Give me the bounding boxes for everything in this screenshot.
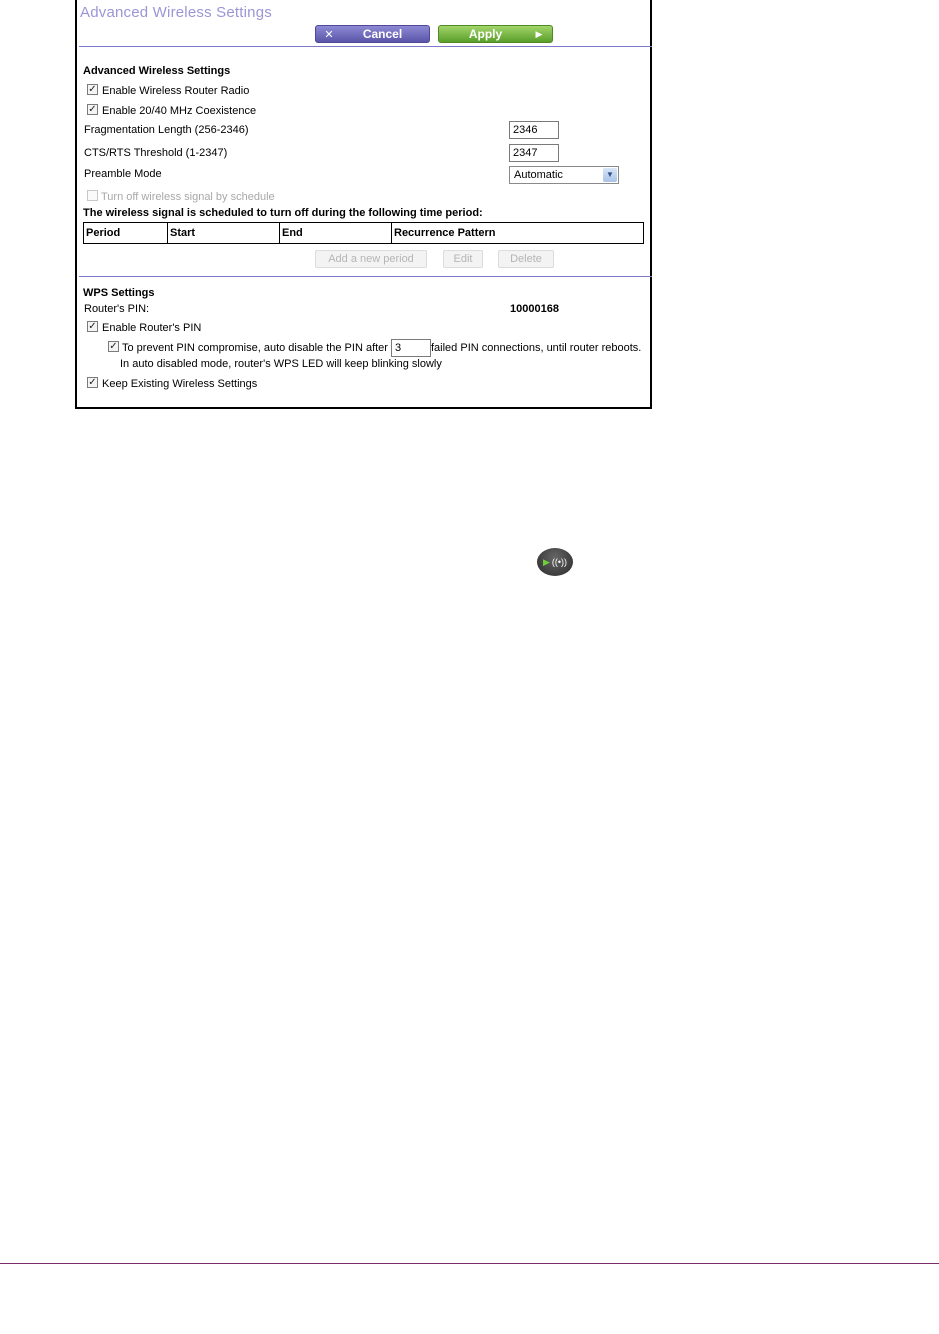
- advanced-wireless-settings-panel: [75, 0, 652, 409]
- add-period-button[interactable]: Add a new period: [315, 250, 427, 268]
- auto-disable-label-before: To prevent PIN compromise, auto disable the PIN after: [122, 342, 388, 354]
- advanced-section-title: Advanced Wireless Settings: [83, 65, 231, 77]
- cancel-button[interactable]: [315, 25, 430, 43]
- section-divider: [79, 276, 652, 277]
- schedule-note: The wireless signal is scheduled to turn off during the following time period:: [83, 207, 483, 219]
- keep-existing-label: Keep Existing Wireless Settings: [102, 378, 258, 390]
- preamble-select[interactable]: [509, 166, 619, 184]
- play-arrow-icon: ▶: [535, 28, 543, 39]
- router-pin-value: 10000168: [510, 303, 559, 315]
- edit-button[interactable]: Edit: [443, 250, 483, 268]
- keep-existing-checkbox[interactable]: ✓: [88, 377, 97, 388]
- enable-pin-checkbox[interactable]: ✓: [88, 321, 97, 332]
- page-title: Advanced Wireless Settings: [80, 4, 272, 21]
- footer-rule: [0, 1263, 939, 1264]
- delete-button[interactable]: Delete: [498, 250, 554, 268]
- apply-button[interactable]: [438, 25, 553, 43]
- wireless-waves-icon: ((•)): [551, 557, 568, 567]
- wps-section-title: WPS Settings: [83, 287, 155, 299]
- header-divider: [79, 46, 652, 47]
- table-header-end: End: [280, 223, 392, 243]
- preamble-label: Preamble Mode: [84, 168, 162, 180]
- table-header-start: Start: [168, 223, 280, 243]
- schedule-label: Turn off wireless signal by schedule: [101, 191, 275, 203]
- auto-disable-note: In auto disabled mode, router's WPS LED will keep blinking slowly: [120, 358, 442, 370]
- fragmentation-input[interactable]: 2346: [509, 121, 559, 139]
- preamble-select-value: Automatic: [514, 169, 563, 181]
- router-pin-label: Router's PIN:: [84, 303, 150, 315]
- enable-radio-label: Enable Wireless Router Radio: [102, 85, 250, 97]
- enable-radio-checkbox[interactable]: ✓: [88, 84, 97, 95]
- close-icon: ✕: [324, 28, 334, 41]
- schedule-table: [83, 222, 644, 244]
- cancel-button-label: Cancel: [362, 27, 403, 41]
- fragmentation-label: Fragmentation Length (256-2346): [84, 124, 249, 136]
- coexistence-checkbox[interactable]: ✓: [88, 104, 97, 115]
- auto-disable-label-after: failed PIN connections, until router reboots.: [431, 342, 642, 354]
- chevron-down-icon: ▼: [603, 168, 617, 182]
- apply-button-label: Apply: [468, 27, 503, 41]
- cts-rts-label: CTS/RTS Threshold (1-2347): [84, 147, 228, 159]
- play-icon: ▶: [542, 556, 550, 567]
- enable-pin-label: Enable Router's PIN: [102, 322, 202, 334]
- auto-disable-checkbox[interactable]: ✓: [109, 341, 118, 352]
- coexistence-label: Enable 20/40 MHz Coexistence: [102, 105, 257, 117]
- wps-button-icon: [537, 548, 573, 576]
- schedule-checkbox[interactable]: [87, 190, 98, 201]
- auto-disable-count-input[interactable]: 3: [391, 339, 431, 357]
- table-header-period: Period: [84, 223, 168, 243]
- table-header-recurrence: Recurrence Pattern: [394, 227, 496, 239]
- cts-rts-input[interactable]: 2347: [509, 144, 559, 162]
